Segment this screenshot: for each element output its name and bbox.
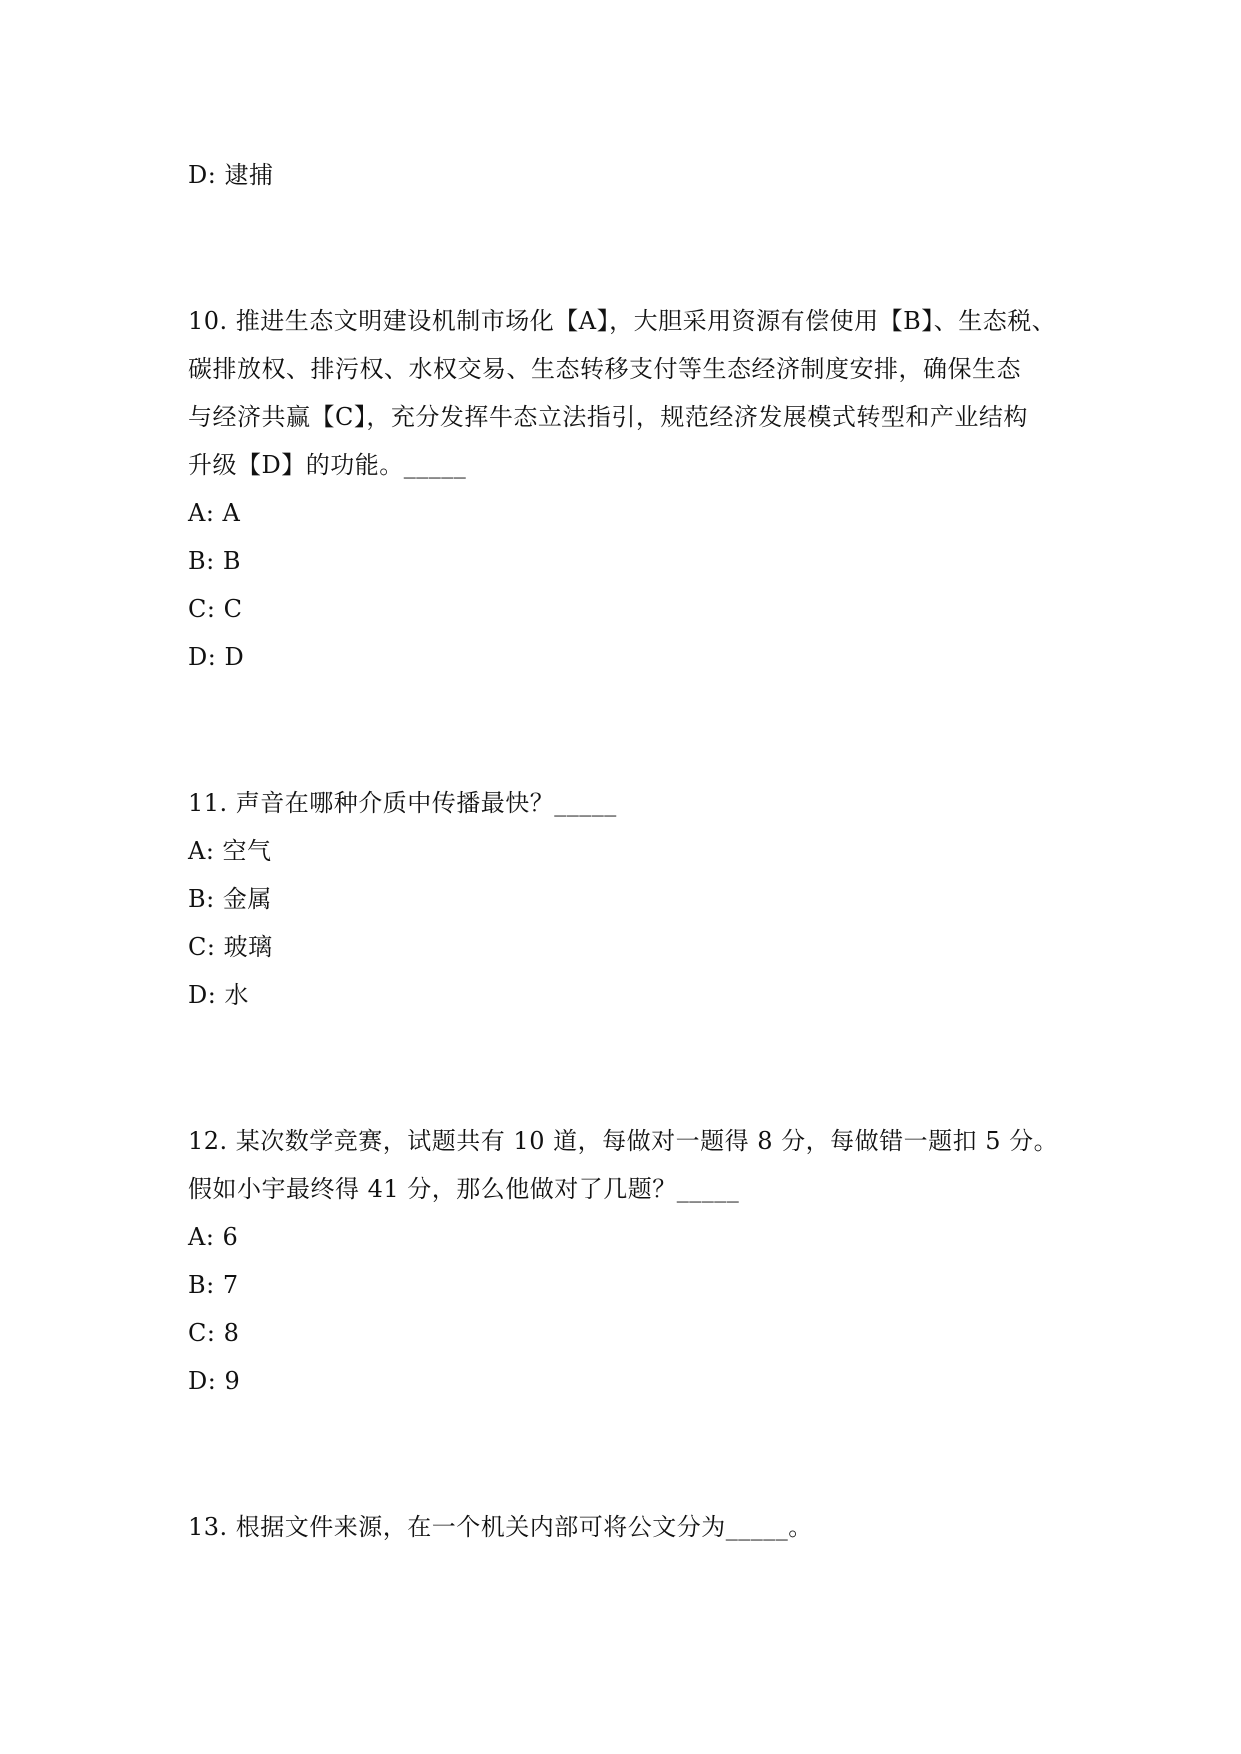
question-12-option-c: C: 8 [188, 1319, 240, 1347]
question-11-option-d: D: 水 [188, 981, 249, 1009]
question-10-line-3: 与经济共赢【C】，充分发挥牛态立法指引，规范经济发展模式转型和产业结构 [188, 403, 1028, 431]
question-10-option-b: B: B [188, 547, 241, 575]
question-12-option-b: B: 7 [188, 1271, 239, 1299]
question-11-option-b: B: 金属 [188, 885, 272, 913]
question-10-option-c: C: C [188, 595, 243, 623]
question-12-line-1: 12. 某次数学竞赛，试题共有 10 道，每做对一题得 8 分，每做错一题扣 5 分。 [188, 1127, 1059, 1155]
question-12-option-d: D: 9 [188, 1367, 241, 1395]
question-12-line-2: 假如小宇最终得 41 分，那么他做对了几题？_____ [188, 1175, 740, 1203]
question-13-line-1: 13. 根据文件来源，在一个机关内部可将公文分为_____。 [188, 1513, 813, 1541]
question-12-option-a: A: 6 [188, 1223, 239, 1251]
question-11-option-a: A: 空气 [188, 837, 272, 865]
option-d-previous: D: 逮捕 [188, 161, 274, 189]
question-11-option-c: C: 玻璃 [188, 933, 273, 961]
question-10-option-a: A: A [188, 499, 241, 527]
question-10-line-2: 碳排放权、排污权、水权交易、生态转移支付等生态经济制度安排，确保生态 [188, 355, 1021, 383]
question-10-line-1: 10. 推进生态文明建设机制市场化【A】，大胆采用资源有偿使用【B】、生态税、 [188, 307, 1057, 335]
question-11-line-1: 11. 声音在哪种介质中传播最快？_____ [188, 789, 617, 817]
question-10-line-4: 升级【D】的功能。_____ [188, 451, 467, 479]
question-10-option-d: D: D [188, 643, 245, 671]
